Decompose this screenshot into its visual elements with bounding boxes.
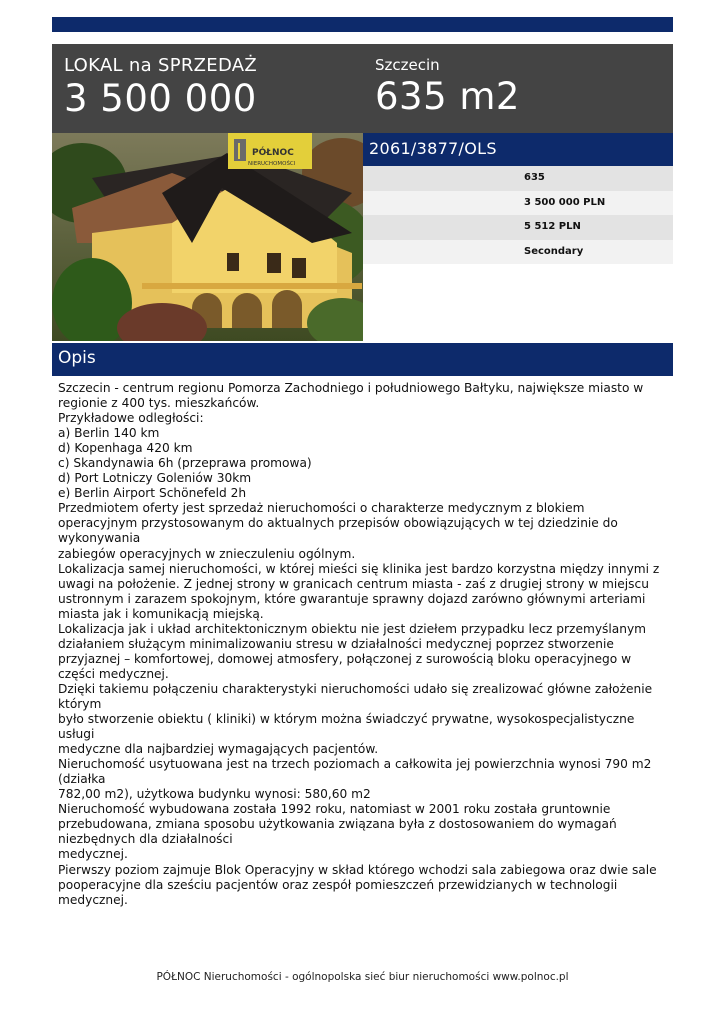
- description-line: usługi: [58, 727, 95, 742]
- description-line: d) Port Lotniczy Goleniów 30km: [58, 471, 252, 486]
- detail-area: 635: [524, 172, 545, 183]
- description-line: miasta jak i komunikacją miejską.: [58, 606, 264, 621]
- description-line: 782,00 m2), użytkowa budynku wynosi: 580,60 m2: [58, 787, 371, 802]
- description-line: Lokalizacja samej nieruchomości, w której mieści się klinika jest bardzo korzystna między innymi z: [58, 561, 660, 576]
- description-line: Lokalizacja jak i układ architektonicznym obiektu nie jest dziełem przypadku lecz przemyślanym: [58, 621, 647, 636]
- logo-text-1: PÓŁNOC: [252, 148, 294, 158]
- description-line: regionie z 400 tys. mieszkańców.: [58, 396, 260, 411]
- listing-header: [52, 44, 673, 133]
- description-line: przyjaznej – komfortowej, domowej atmosfery, połączonej z surowością bloku operacyjnego w: [58, 651, 632, 666]
- description-line: Pierwszy poziom zajmuje Blok Operacyjny w skład którego wchodzi sala zabiegowa oraz dwie sale: [58, 862, 657, 877]
- offer-id-bar: [363, 133, 673, 166]
- description-line: d) Kopenhaga 420 km: [58, 441, 193, 456]
- description-line: którym: [58, 696, 102, 711]
- description-line: niezbędnych dla działalności: [58, 832, 233, 847]
- footer-text: PÓŁNOC Nieruchomości - ogólnopolska sieć biur nieruchomości www.polnoc.pl: [156, 971, 569, 983]
- description-line: części medycznej.: [58, 666, 169, 681]
- listing-type: LOKAL na SPRZEDAŻ: [64, 55, 258, 76]
- description-line: uwagi na położenie. Z jednej strony w granicach centrum miasta - zaś z drugiej strony w miejscu: [58, 576, 649, 591]
- description-line: Nieruchomość usytuowana jest na trzech poziomach a całkowita jej powierzchnia wynosi 790 m2: [58, 757, 652, 772]
- description-line: przebudowana, zmiana sposobu użytkowania związana była z dostosowaniem do wymagań: [58, 817, 617, 832]
- description-line: medyczne dla najbardziej wymagających pacjentów.: [58, 742, 379, 757]
- description-line: (działka: [58, 772, 106, 787]
- description-line: Szczecin - centrum regionu Pomorza Zachodniego i południowego Bałtyku, największe miasto w: [58, 381, 644, 395]
- logo-text-2: NIERUCHOMOŚCI: [248, 161, 296, 167]
- description-text: [58, 381, 668, 908]
- description-line: działaniem służącym minimalizowaniu stresu w działalności medycznej poprzez stworzenie: [58, 636, 614, 651]
- description-line: ustronnym i zarazem spokojnym, które gwarantuje sprawny dojazd zarówno głównymi arteriami: [58, 591, 646, 606]
- description-line: c) Skandynawia 6h (przeprawa promowa): [58, 456, 312, 471]
- description-line: wykonywania: [58, 531, 141, 546]
- description-line: Przedmiotem oferty jest sprzedaż nieruchomości o charakterze medycznym z blokiem: [58, 501, 585, 516]
- description-line: było stworzenie obiektu ( kliniki) w którym można świadczyć prywatne, wysokospecjalistyczne: [58, 712, 635, 727]
- description-line: pooperacyjne dla sześciu pacjentów oraz zespół pomieszczeń przewidzianych w technologii: [58, 877, 618, 892]
- detail-row: [363, 215, 673, 240]
- listing-city: Szczecin: [375, 56, 440, 74]
- detail-row: [363, 166, 673, 191]
- description-heading-bar: [52, 343, 673, 376]
- detail-row: [363, 240, 673, 265]
- description-line: medycznej.: [58, 892, 128, 907]
- detail-market: Secondary: [524, 245, 584, 257]
- description-line: Dzięki takiemu połączeniu charakterystyki nieruchomości udało się zrealizować główne założenie: [58, 681, 653, 696]
- agency-logo: [228, 133, 312, 169]
- listing-area: 635 m2: [375, 75, 520, 118]
- description-heading: Opis: [58, 348, 96, 368]
- top-accent-bar: [52, 17, 673, 32]
- description-line: medycznej.: [58, 847, 128, 862]
- details-table: [363, 166, 673, 264]
- detail-price-per-m2: 5 512 PLN: [524, 221, 581, 232]
- property-photo: [52, 133, 363, 341]
- offer-id: 2061/3877/OLS: [369, 139, 497, 158]
- description-line: Przykładowe odległości:: [58, 411, 204, 426]
- description-line: Nieruchomość wybudowana została 1992 roku, natomiast w 2001 roku została gruntownie: [58, 802, 611, 817]
- listing-price: 3 500 000: [64, 77, 257, 120]
- description-line: zabiegów operacyjnych w znieczuleniu ogólnym.: [58, 546, 356, 561]
- description-line: a) Berlin 140 km: [58, 426, 160, 441]
- detail-price: 3 500 000 PLN: [524, 196, 606, 208]
- detail-row: [363, 191, 673, 216]
- description-line: operacyjnym przystosowanym do aktualnych przepisów obowiązujących w tej dziedzinie do: [58, 516, 618, 531]
- description-line: e) Berlin Airport Schönefeld 2h: [58, 486, 247, 501]
